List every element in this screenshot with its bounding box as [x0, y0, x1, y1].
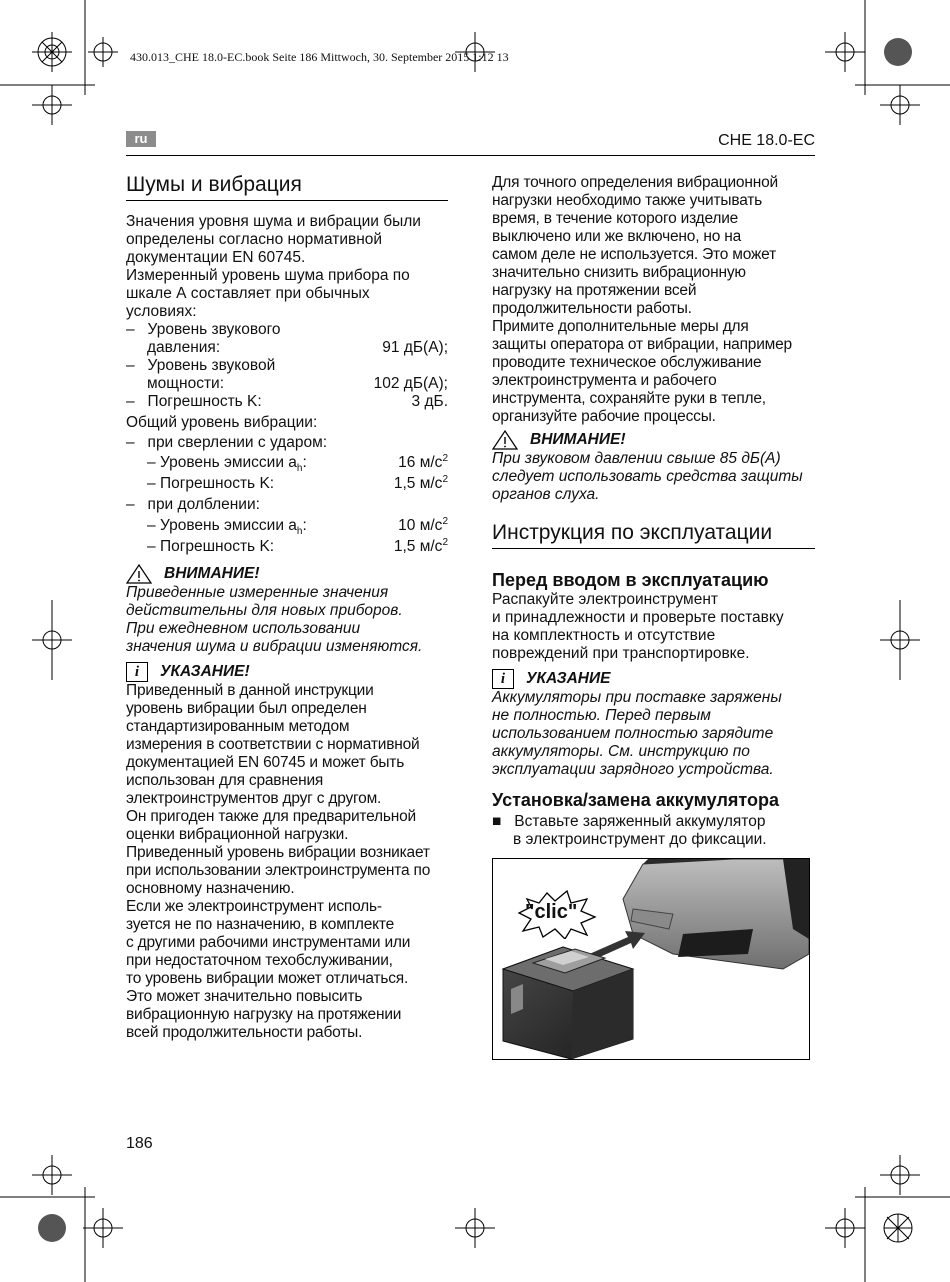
model-name: CHE 18.0-EC	[718, 132, 815, 149]
warning-text: значения шума и вибрации изменяются.	[126, 638, 423, 655]
right-column	[492, 174, 815, 849]
section-title-noise: Шумы и вибрация	[126, 172, 448, 201]
vibration-total-label: Общий уровень вибрации:	[126, 414, 318, 431]
before-use-text: и принадлежности и проверьте поставку	[492, 609, 784, 626]
chiseling-tolerance: – Погрешность K: 1,5 $м/с^2$	[147, 536, 448, 555]
subsection-title-before-use: Перед вводом в эксплуатацию	[492, 570, 769, 590]
warning-triangle-icon	[492, 430, 518, 450]
vibration-paragraph: Для точного определения вибрационной нагрузки необходимо также учитывать время, в течение которого изделие выключено или же включено, но на самом деле не используется. Это может значительно снизить вибрационную нагрузку на протяжении всей продолжительности работы. Примите дополнительные меры для защиты оператора от вибрации, например проводите техническое обслуживание электроинструмента и рабочего инструмента, сохраняйте руки в тепле, организуйте рабочие процессы.	[492, 174, 792, 425]
note-text: Аккумуляторы при поставке заряжены	[492, 689, 782, 706]
warning-triangle-icon	[126, 564, 152, 584]
note-heading: i УКАЗАНИЕ	[492, 669, 815, 689]
page-number: 186	[126, 1135, 153, 1152]
before-use-text: Распакуйте электроинструмент	[492, 591, 718, 608]
noise-item: – Уровень звуковой мощности: 102 дБ(А);	[126, 357, 448, 392]
instruction-bullet-cont: в электроинструмент до фиксации.	[513, 831, 767, 848]
noise-item: – Уровень звукового давления: 91 дБ(А);	[126, 321, 448, 356]
warning-text: действительны для новых приборов.	[126, 602, 403, 619]
before-use-text: повреждений при транспортировке.	[492, 645, 750, 662]
chiseling-emission: – Уровень эмиссии $a_h$: 10 $м/с^2$	[147, 515, 448, 538]
info-icon: i	[492, 669, 514, 689]
noise-item: – Погрешность K: 3 дБ.	[126, 393, 448, 410]
warning-heading: ВНИМАНИЕ!	[492, 430, 815, 450]
instruction-bullet: ■ Вставьте заряженный аккумулятор	[492, 813, 766, 830]
measured-line: шкале А составляет при обычных	[126, 285, 370, 302]
note-text: аккумуляторы. См. инструкцию по	[492, 743, 750, 760]
language-badge: ru	[126, 131, 156, 147]
warning-text: Приведенные измеренные значения	[126, 584, 389, 601]
measured-line: условиях:	[126, 303, 197, 320]
info-icon: i	[126, 662, 148, 682]
note-text: использованием полностью зарядите	[492, 725, 774, 742]
warning-text: При звуковом давлении свыше 85 дБ(А)	[492, 450, 781, 467]
warning-text: следует использовать средства защиты	[492, 468, 803, 485]
note-text: не полностью. Перед первым	[492, 707, 711, 724]
drilling-tolerance: – Погрешность K: 1,5 $м/с^2$	[147, 473, 448, 492]
intro-line: определены согласно нормативной	[126, 231, 383, 248]
print-info-line: 430.013_CHE 18.0-EC.book Seite 186 Mittwoch, 30. September 2015 1:12 13	[130, 50, 509, 64]
subsection-title-battery: Установка/замена аккумулятора	[492, 790, 779, 810]
section-title-operation: Инструкция по эксплуатации	[492, 520, 815, 549]
intro-line: документации EN 60745.	[126, 249, 306, 266]
warning-text: При ежедневном использовании	[126, 620, 361, 637]
before-use-text: на комплектность и отсутствие	[492, 627, 716, 644]
battery-insert-illustration	[492, 858, 810, 1060]
warning-heading: ВНИМАНИЕ!	[126, 564, 448, 584]
intro-line: Значения уровня шума и вибрации были	[126, 213, 421, 230]
header-rule	[126, 155, 815, 156]
click-label: "clic"	[525, 901, 578, 923]
chiseling-label: – при долблении:	[126, 496, 260, 513]
note-text: эксплуатации зарядного устройства.	[492, 761, 774, 778]
drilling-emission: – Уровень эмиссии $a_h$: 16 $м/с^2$	[147, 452, 448, 475]
measured-line: Измеренный уровень шума прибора по	[126, 267, 410, 284]
square-bullet-icon: ■	[492, 813, 502, 830]
note-heading: i УКАЗАНИЕ!	[126, 662, 448, 682]
note-text: Приведенный в данной инструкции уровень вибрации был определен стандартизированным методом измерения в соответствии с нормативной документацией EN 60745 и может быть использован для сравнения электроинструментов друг с другом. Он пригоден также для предварительной оценки вибрационной нагрузки. Приведенный уровень вибрации возникает при использовании электроинструмента по основному назначению. Если же электроинструмент исполь- зуется не по назначению, в комплекте с другими рабочими инструментами или при недостаточном техобслуживании, то уровень вибрации может отличаться. Это может значительно повысить вибрационную нагрузку на протяжении всей продолжительности работы.	[126, 682, 431, 1041]
warning-text: органов слуха.	[492, 486, 600, 503]
drilling-label: – при сверлении с ударом:	[126, 434, 328, 451]
left-column	[126, 172, 448, 1042]
